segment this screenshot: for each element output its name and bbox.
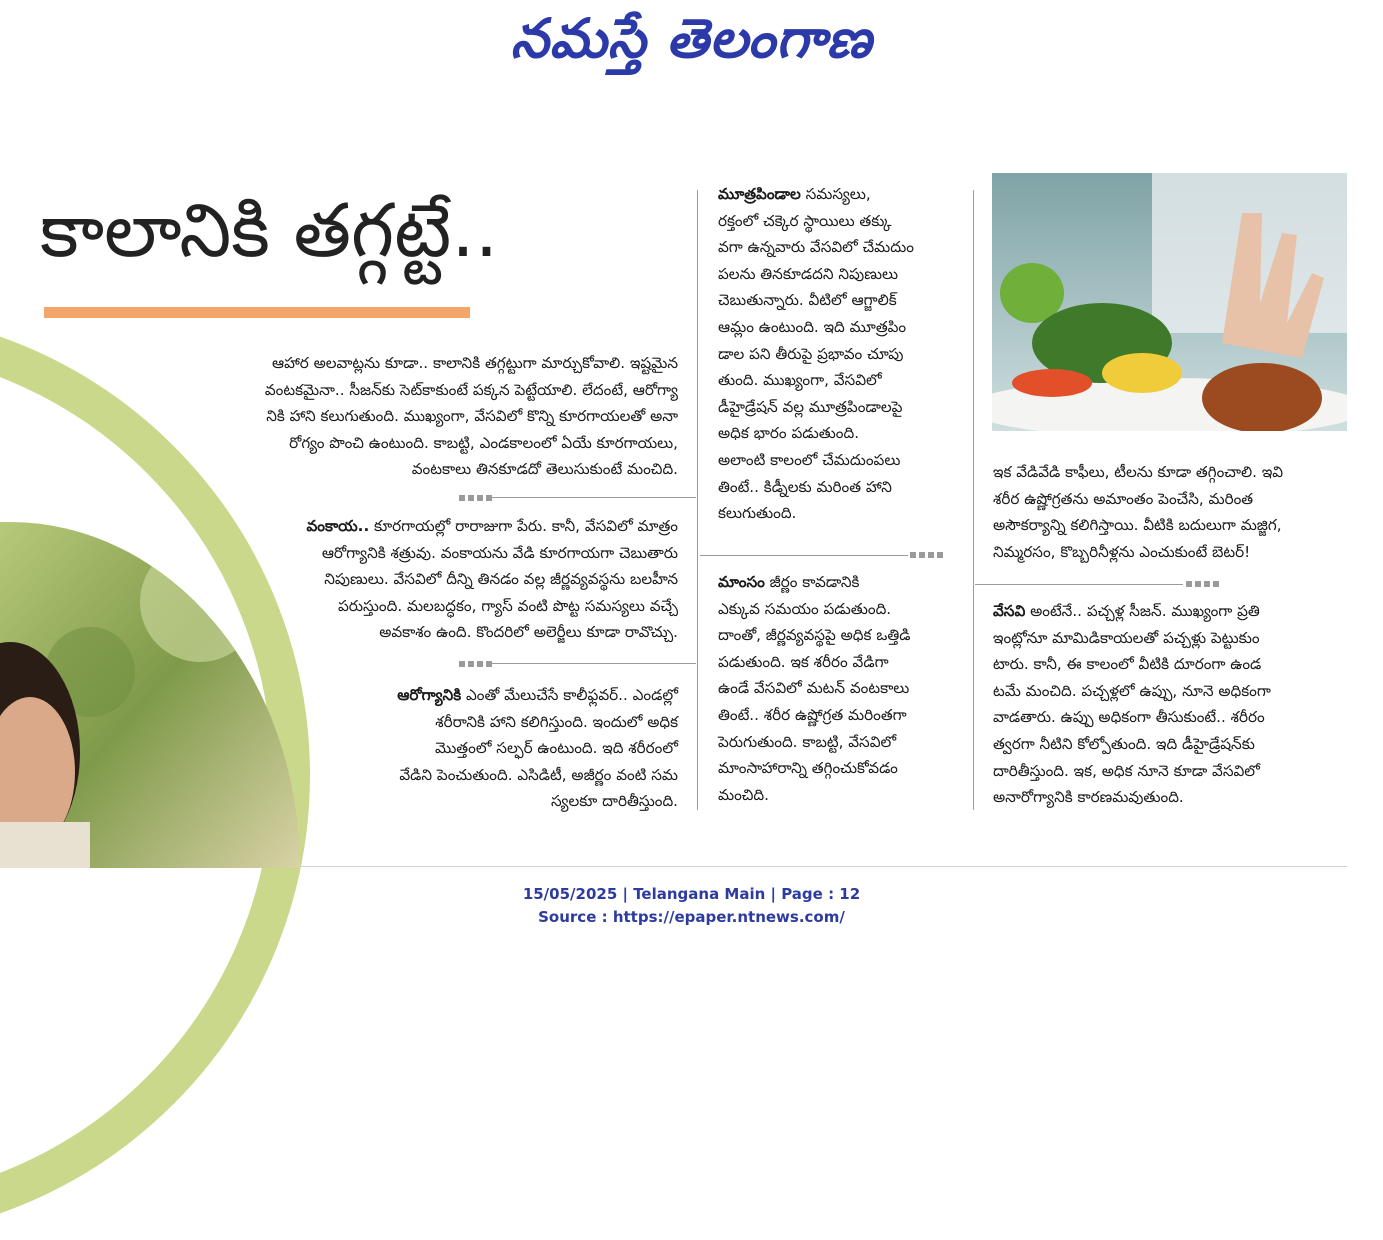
brinjal-line: నిపుణులు. వేసవిలో దీన్ని తినడం వల్ల జీర్ణవ్యవస్థను బలహీన xyxy=(324,570,678,589)
meat-lead: మాంసం xyxy=(718,573,765,591)
intro-line: ఆహార అలవాట్లను కూడా.. కాలానికి తగ్గట్టుగా మార్చుకోవాలి. ఇష్టమైన xyxy=(271,354,678,372)
pickles-line: దారితీస్తుంది. ఇక, అధిక నూనె కూడా వేసవిలో xyxy=(993,761,1260,780)
brinjal-line: పరుస్తుంది. మలబద్ధకం, గ్యాస్ వంటి పొట్ట సమస్యలు వచ్చే xyxy=(337,596,678,615)
pickles-line: అంటేనే.. పచ్చళ్ల సీజన్. ముఖ్యంగా ప్రతి xyxy=(1025,602,1260,620)
intro-line: రోగ్యం పొంచి ఉంటుంది. కాబట్టి, ఎండకాలంలో ఏయే కూరగాయలు, xyxy=(289,433,678,452)
kidney-line: డాల పని తీరుపై ప్రభావం చూపు xyxy=(718,344,904,363)
divider-dots xyxy=(459,661,492,667)
meat-line: మాంసాహారాన్ని తగ్గించుకోవడం xyxy=(718,759,898,778)
meat-line: ఎక్కువ సమయం పడుతుంది. xyxy=(718,599,892,618)
pickles-line: అనారోగ్యానికి కారణమవుతుంది. xyxy=(993,788,1184,807)
kidney-line: పలను తినకూడదని నిపుణులు xyxy=(718,264,899,283)
kidney-line: చెబుతున్నారు. వీటిలో ఆగ్జాలిక్ xyxy=(718,291,897,310)
kidney-line: వగా ఉన్నవారు వేసవిలో చేమదుం xyxy=(718,238,914,257)
coffee-line: నిమ్మరసం, కొబ్బరినీళ్లను ఎంచుకుంటే బెటర్! xyxy=(993,542,1251,561)
meat-line: దాంతో, జీర్ణవ్యవస్థపై అధిక ఒత్తిడి xyxy=(718,626,911,645)
coffee-line: అసౌకర్యాన్ని కలిగిస్తాయి. వీటికి బదులుగా మజ్జిగ, xyxy=(993,516,1282,535)
kidney-line: డీహైడ్రేషన్ వల్ల మూత్రపిండాలపై xyxy=(718,397,903,416)
kidney-line: సమస్యలు, xyxy=(800,185,871,203)
kidney-line: రక్తంలో చక్కెర స్థాయిలు తక్కు xyxy=(718,211,892,230)
meat-line: పడుతుంది. ఇక శరీరం వేడిగా xyxy=(718,652,889,671)
meat-line: మంచిది. xyxy=(718,785,769,804)
kidney-line: అధిక భారం పడుతుంది. xyxy=(718,424,860,443)
pickles-line: టారు. కానీ, ఈ కాలంలో వీటికి దూరంగా ఉండ xyxy=(993,655,1262,674)
headline-underline xyxy=(44,307,470,318)
masthead-title: నమస్తే తెలంగాణ xyxy=(510,6,873,70)
intro-paragraph xyxy=(186,350,678,483)
brinjal-line: ఆరోగ్యానికి శత్రువు. వంకాయను వేడి కూరగాయగా చెబుతారు xyxy=(321,543,678,562)
column-rule xyxy=(697,190,698,810)
pickles-line: ఇంట్లోనూ మామిడికాయలతో పచ్చళ్లు పెట్టుకుం xyxy=(993,628,1260,647)
meat-line: తింటే.. శరీర ఉష్ణోగ్రత మరింతగా xyxy=(718,705,907,724)
pickles-paragraph xyxy=(993,598,1347,811)
brinjal-lead: వంకాయ.. xyxy=(306,517,370,535)
kidney-line: తింటే.. కిడ్నీలకు మరింత హాని xyxy=(718,477,892,496)
meat-paragraph xyxy=(718,569,968,808)
footer-source-link[interactable]: Source : https://epaper.ntnews.com/ xyxy=(538,908,845,926)
brinjal-line: అవకాశం ఉంది. కొందరిలో అలెర్జీలు కూడా రావొచ్చు. xyxy=(379,623,678,642)
hand-refusing-food-photo xyxy=(992,173,1347,431)
coffee-line: శరీర ఉష్ణోగ్రతను అమాంతం పెంచేసి, మరింత xyxy=(993,489,1254,508)
coffee-paragraph xyxy=(993,459,1347,565)
kidney-paragraph xyxy=(718,181,968,527)
kidney-lead: మూత్రపిండాల xyxy=(718,185,801,203)
article-headline: కాలానికి తగ్గట్టే.. xyxy=(40,188,499,274)
meat-line: పెరుగుతుంది. కాబట్టి, వేసవిలో xyxy=(718,732,897,751)
footer-date-edition: 15/05/2025 | Telangana Main | Page : 12 xyxy=(522,885,861,903)
kidney-line: కలుగుతుంది. xyxy=(718,504,797,523)
section-divider xyxy=(486,497,696,498)
cauliflower-lead: ఆరోగ్యానికి xyxy=(397,686,462,704)
coffee-line: ఇక వేడివేడి కాఫీలు, టీలను కూడా తగ్గించాలి. ఇవి xyxy=(993,463,1284,481)
intro-line: నికి హాని కలుగుతుంది. ముఖ్యంగా, వేసవిలో కొన్ని కూరగాయలతో అనా xyxy=(266,407,678,426)
pickles-line: వాడతారు. ఉప్పు అధికంగా తీసుకుంటే.. శరీరం xyxy=(993,708,1265,727)
divider-dots xyxy=(1186,581,1219,587)
brinjal-line: కూరగాయల్లో రారాజుగా పేరు. కానీ, వేసవిలో మాత్రం xyxy=(369,517,678,535)
intro-line: వంటకాలు తినకూడదో తెలుసుకుంటే మంచిది. xyxy=(411,460,678,479)
cauliflower-line: స్యలకూ దారితీస్తుంది. xyxy=(551,792,678,811)
kidney-line: తుంది. ముఖ్యంగా, వేసవిలో xyxy=(718,371,882,390)
cauliflower-line: మొత్తంలో సల్ఫర్ ఉంటుంది. ఇది శరీరంలో xyxy=(434,739,678,758)
section-divider xyxy=(975,584,1183,585)
intro-line: వంటకమైనా.. సీజన్‌కు సెట్‌కాకుంటే పక్కన పెట్టేయాలి. లేదంటే, ఆరోగ్యా xyxy=(264,380,678,399)
cauliflower-paragraph xyxy=(330,682,678,815)
cauliflower-line: వేడిని పెంచుతుంది. ఎసిడిటీ, అజీర్ణం వంటి సమ xyxy=(399,765,678,784)
pickles-line: త్వరగా నీటిని కోల్పోతుంది. ఇది డీహైడ్రేషన్‌కు xyxy=(993,734,1255,753)
page-bottom-rule xyxy=(300,866,1347,867)
cauliflower-line: ఎంతో మేలుచేసే కాలీఫ్లవర్.. ఎండల్లో xyxy=(461,686,678,704)
cauliflower-line: శరీరానికి హాని కలిగిస్తుంది. ఇందులో అధిక xyxy=(435,712,678,731)
pickles-lead: వేసవి xyxy=(993,602,1026,620)
meat-line: ఉండే వేసవిలో మటన్ వంటకాలు xyxy=(718,679,910,698)
section-divider xyxy=(700,555,908,556)
divider-dots xyxy=(459,495,492,501)
kidney-line: ఆమ్లం ఉంటుంది. ఇది మూత్రపిం xyxy=(718,317,907,336)
section-divider xyxy=(486,663,696,664)
divider-dots xyxy=(910,552,943,558)
column-rule xyxy=(973,190,974,810)
meat-line: జీర్ణం కావడానికి xyxy=(764,573,860,591)
kidney-line: అలాంటి కాలంలో చేమదుంపలు xyxy=(718,450,901,469)
brinjal-paragraph xyxy=(218,513,678,646)
pickles-line: టమే మంచిది. పచ్చళ్లలో ఉప్పు, నూనె అధికంగా xyxy=(993,681,1271,700)
